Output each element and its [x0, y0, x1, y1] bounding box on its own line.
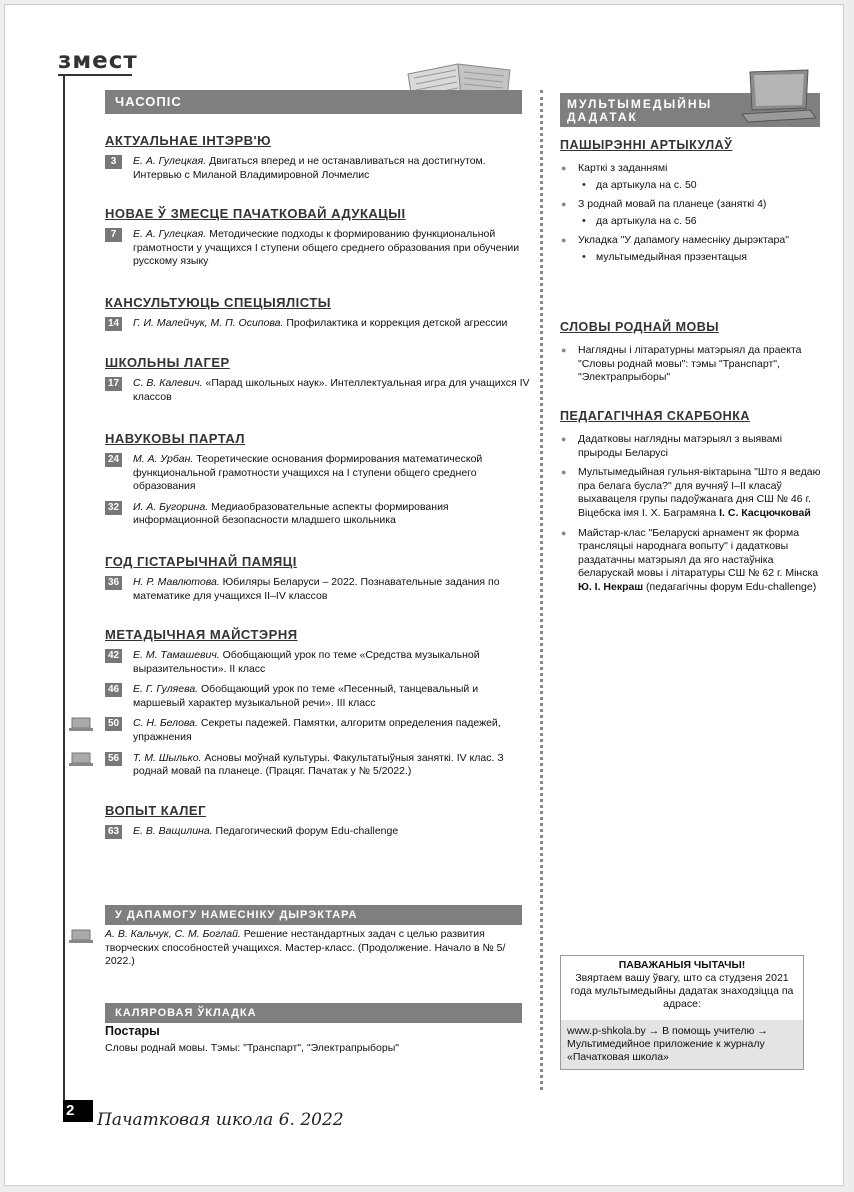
- laptop-icon: [69, 752, 93, 766]
- section-heading: НОВАЕ Ў ЗМЕСЦЕ ПАЧАТКОВАЙ АДУКАЦЫІ: [105, 206, 406, 221]
- section-interview: [105, 133, 530, 189]
- list-item[interactable]: ● Укладка "У дапамогу намесніку дырэктара": [560, 234, 825, 248]
- insert-band: КАЛЯРОВАЯ ЎКЛАДКА: [105, 1003, 522, 1023]
- list-item[interactable]: ● Наглядны і літаратурны матэрыял да праекта "Словы роднай мовы": тэмы "Транспарт", "Электрапрыборы": [560, 344, 825, 385]
- entry-author: Е. А. Гулецкая.: [133, 155, 207, 167]
- entry-author: А. В. Кальчук, С. М. Боглай.: [105, 928, 241, 940]
- entry-title: Обобщающий урок по теме «Песенный, танцевальный и маршевый характер музыкальной речи». III класс: [133, 683, 479, 709]
- page-number-badge: 63: [105, 825, 122, 839]
- entry-title: Теоретические основания формирования математической функциональной грамотности учащихся на I ступени общего среднего образования: [133, 453, 483, 493]
- toc-title: змест: [58, 48, 138, 74]
- frame-top-line: [58, 74, 132, 76]
- multimedia-band-line2: ДАДАТАК: [567, 110, 638, 124]
- list-item[interactable]: [560, 527, 825, 595]
- laptop-icon: [69, 929, 93, 943]
- item-author: Ю. І. Некраш: [578, 580, 644, 593]
- page-number-badge: 50: [105, 717, 122, 731]
- section-new-content: [105, 206, 530, 276]
- list-item[interactable]: [560, 466, 825, 520]
- entry-author: Т. М. Шылько.: [133, 751, 202, 764]
- multimedia-band-line1: МУЛЬТЫМЕДЫЙНЫ: [567, 97, 713, 111]
- toc-entry[interactable]: [105, 717, 530, 744]
- entry-title: Обобщающий урок по теме «Средства музыкальной выразительности». II класс: [133, 649, 480, 675]
- item-text: Майстар-клас "Беларускі арнамент як форма трансляцыі народнага вопыту" і дадатковы раздатачны матэрыял да яго настаўніка беларускай мовы і літаратуры СШ № 62 г. Мінска: [578, 526, 819, 580]
- insert-text: Словы роднай мовы. Тэмы: "Транспарт", "Электрапрыборы": [105, 1042, 400, 1054]
- entry-title: Методические подходы к формированию функциональной грамотности у учащихся I ступени общего среднего образования при обучении русскому языку: [133, 228, 520, 268]
- notice-link[interactable]: www.p-shkola.by → В помощь учителю → Мультимедийное приложение к журналу «Пачатковая школа»: [561, 1020, 803, 1069]
- entry-author: Е. А. Гулецкая.: [133, 228, 207, 240]
- toc-entry[interactable]: [105, 825, 530, 839]
- frame-left-line: [63, 74, 65, 1111]
- toc-entry[interactable]: [105, 649, 530, 676]
- section-pedagogical-treasury: [560, 409, 825, 601]
- list-subitem: • мультымедыйная прэзентацыя: [560, 251, 825, 265]
- toc-entry[interactable]: [105, 576, 530, 603]
- insert-title: Постары: [105, 1024, 160, 1038]
- section-heading: АКТУАЛЬНАЕ ІНТЭРВ'Ю: [105, 133, 272, 148]
- page-number-badge: 56: [105, 752, 122, 766]
- column-divider: [540, 90, 543, 1090]
- notice-body: Звяртаем вашу ўвагу, што са студзеня 2021 года мультымедыйны дадатак знаходзіцца па адрасе:: [570, 972, 794, 1010]
- toc-entry[interactable]: [105, 752, 530, 779]
- entry-title: «Парад школьных наук». Интеллектуальная игра для учащихся IV классов: [133, 377, 530, 403]
- section-heading: КАНСУЛЬТУЮЦЬ СПЕЦЫЯЛІСТЫ: [105, 295, 331, 310]
- toc-entry[interactable]: [105, 155, 530, 182]
- toc-entry[interactable]: [105, 683, 530, 710]
- section-heading: ШКОЛЬНЫ ЛАГЕР: [105, 355, 230, 370]
- toc-entry[interactable]: [105, 228, 530, 269]
- list-item[interactable]: ● Дадатковы наглядны матэрыял з выявамі прыроды Беларусі: [560, 433, 825, 460]
- list-subitem: • да артыкула на с. 56: [560, 215, 825, 229]
- journal-footer: Пачатковая школа 6. 2022: [97, 1110, 344, 1130]
- list-item[interactable]: ● Карткі з заданнямі: [560, 162, 825, 176]
- page-number-badge: 46: [105, 683, 122, 697]
- section-history-year: [105, 554, 530, 610]
- laptop-icon: [69, 717, 93, 731]
- section-colleagues: [105, 803, 530, 846]
- deputy-entry[interactable]: [105, 928, 525, 969]
- section-school-camp: [105, 355, 530, 411]
- entry-author: Г. И. Малейчук, М. П. Осипова.: [133, 317, 284, 329]
- readers-notice: [560, 955, 804, 1070]
- page-number-badge: 32: [105, 501, 122, 515]
- entry-title: Секреты падежей. Памятки, алгоритм определения падежей, упражнения: [133, 717, 501, 743]
- entry-author: М. А. Урбан.: [133, 453, 194, 465]
- deputy-band: У ДАПАМОГУ НАМЕСНІКУ ДЫРЭКТАРА: [105, 905, 522, 925]
- page-number: 2: [63, 1100, 93, 1122]
- entry-title: Двигаться вперед и не останавливаться на достигнутом. Интервью с Миланой Владимировной Лочмелис: [133, 155, 486, 181]
- section-article-extensions: [560, 138, 825, 271]
- entry-author: С. Н. Белова.: [133, 717, 198, 730]
- page-number-badge: 17: [105, 377, 122, 391]
- section-heading: ПАШЫРЭННІ АРТЫКУЛАЎ: [560, 138, 733, 152]
- toc-entry[interactable]: [105, 453, 530, 494]
- laptop-icon: [740, 68, 818, 124]
- entry-title: Юбиляры Беларуси – 2022. Познавательные задания по математике для учащихся II–IV классов: [133, 576, 500, 602]
- section-heading: НАВУКОВЫ ПАРТАЛ: [105, 431, 246, 446]
- page-number-badge: 7: [105, 228, 122, 242]
- toc-entry[interactable]: [105, 501, 530, 528]
- entry-title: Педагогический форум Edu-challenge: [215, 825, 399, 837]
- item-author: І. С. Касцючковай: [719, 506, 811, 519]
- section-science-portal: [105, 431, 530, 535]
- item-text: Мультымедыйная гульня-віктарына "Што я ведаю пра белага бусла?" для вучняў I–II класаў выхавацеля групы падоўжанага дня СШ № 46 г. Віцебска імя І. Х. Баграмяна: [578, 466, 821, 519]
- toc-entry[interactable]: [105, 317, 530, 331]
- list-item[interactable]: ● З роднай мовай па планеце (заняткі 4): [560, 198, 825, 212]
- section-heading: МЕТАДЫЧНАЯ МАЙСТЭРНЯ: [105, 627, 298, 642]
- entry-author: Н. Р. Мавлютова.: [133, 576, 220, 588]
- entry-author: Е. В. Ващилина.: [133, 825, 213, 837]
- chasopis-band: ЧАСОПІС: [105, 90, 522, 114]
- entry-author: С. В. Калевич.: [133, 377, 203, 389]
- section-native-words: [560, 320, 825, 391]
- item-note: (педагагічны форум Edu-challenge): [646, 580, 817, 593]
- entry-author: Е. Г. Гуляева.: [133, 683, 199, 696]
- page-number-badge: 24: [105, 453, 122, 467]
- entry-title: Медиаобразовательные аспекты формирования информационной безопасности младшего школьника: [133, 500, 449, 527]
- entry-author: Е. М. Тамашевич.: [133, 649, 220, 661]
- entry-title: Решение нестандартных задач с целью развития творческих способностей учащихся. Мастер-класс. (Продолжение. Начало в № 5/ 2022.): [105, 928, 506, 968]
- toc-entry[interactable]: [105, 377, 530, 404]
- section-consult: [105, 295, 530, 338]
- page-number-badge: 36: [105, 576, 122, 590]
- page-number-badge: 3: [105, 155, 122, 169]
- section-heading: ГОД ГІСТАРЫЧНАЙ ПАМЯЦІ: [105, 554, 297, 569]
- notice-title: ПАВАЖАНЫЯ ЧЫТАЧЫ!: [618, 959, 746, 971]
- section-method-workshop: [105, 627, 530, 786]
- page-number-badge: 14: [105, 317, 122, 331]
- entry-author: И. А. Бугорина.: [133, 500, 209, 513]
- section-heading: СЛОВЫ РОДНАЙ МОВЫ: [560, 320, 719, 334]
- page-number-badge: 42: [105, 649, 122, 663]
- list-subitem: • да артыкула на с. 50: [560, 179, 825, 193]
- section-heading: ВОПЫТ КАЛЕГ: [105, 803, 206, 818]
- entry-title: Асновы моўнай культуры. Факультатыўныя заняткі. IV клас. З роднай мовай па планеце. (Працяг. Пачатак у № 5/2022.): [133, 751, 504, 778]
- entry-title: Профилактика и коррекция детской агрессии: [286, 317, 508, 329]
- section-heading: ПЕДАГАГІЧНАЯ СКАРБОНКА: [560, 409, 750, 423]
